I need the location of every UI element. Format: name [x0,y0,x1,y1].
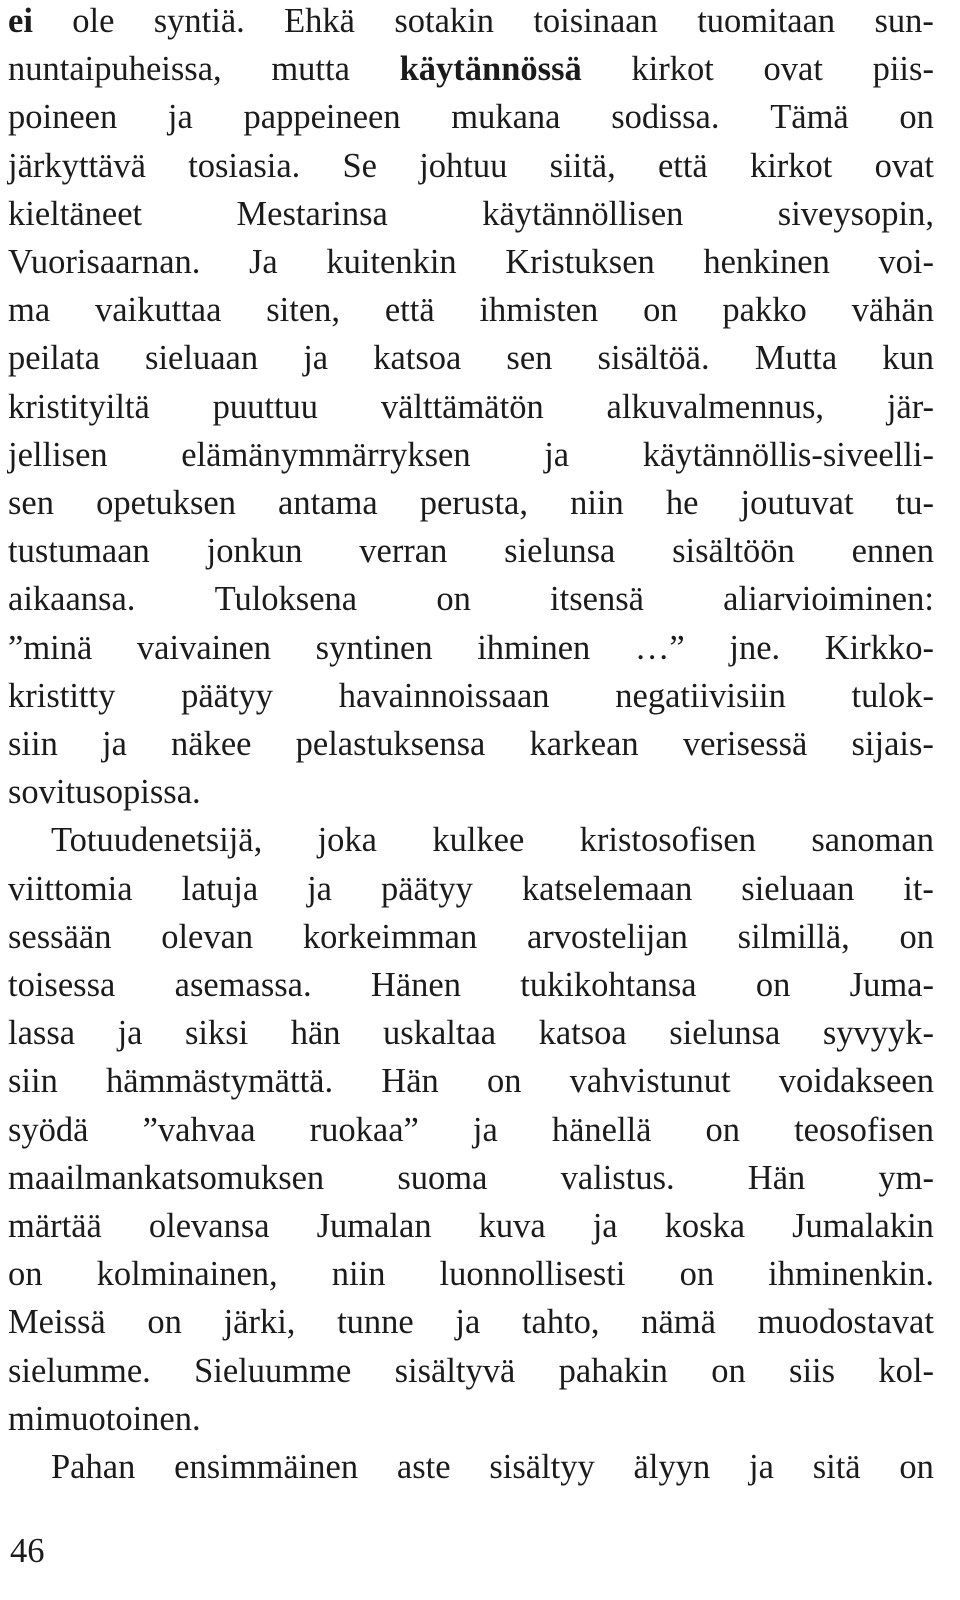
word: jonkun [206,532,303,571]
word: on [899,1448,934,1486]
word: niin [570,484,624,522]
text-line [8,143,934,189]
word: vaivainen [136,628,272,667]
word: ole [72,2,115,40]
word: päätyy [181,676,274,715]
word: joutuvat [740,484,854,522]
word: syntinen [315,628,433,667]
page-number: 46 [10,1532,45,1570]
word: …” [634,628,685,667]
word: Se [342,146,377,185]
text-line [8,287,934,333]
word: sitä [812,1448,861,1486]
word: puuttuu [212,387,319,426]
word: nuntaipuheissa, [8,50,222,89]
word: vahvistunut [569,1062,731,1101]
word: pahakin [558,1351,668,1390]
word: niin [331,1255,386,1294]
word: jär- [886,387,934,426]
word: silmillä, [737,917,850,956]
word: sen [506,339,553,378]
word: on [436,580,471,619]
text-line [8,1203,934,1249]
word: siis [789,1351,836,1390]
word: Hän [381,1062,439,1101]
word: sisältöön [672,532,795,571]
word: ym- [878,1158,934,1197]
word: Sieluumme [194,1351,352,1390]
word: antama [278,484,378,522]
word: it- [903,869,934,908]
word: mutta [271,50,350,89]
word: ovat [763,50,823,89]
word: on [705,1110,741,1149]
word: ihminen [477,628,591,667]
text-line [8,1348,934,1394]
word: viittomia [8,869,133,908]
word: ja [472,1110,498,1149]
word: Ehkä [284,2,355,40]
text-line [8,528,934,574]
word: kirkot [631,50,714,89]
word: koska [664,1207,746,1245]
word: elämänymmärryksen [181,435,471,474]
word: siveysopin, [777,194,934,233]
word: kun [882,339,934,378]
word: on [711,1351,746,1390]
word: että [657,146,708,185]
word: on [486,1062,522,1101]
word: henkinen [703,243,830,281]
word: aliarvioiminen: [723,580,934,619]
word: katsoa [538,1014,627,1053]
word: ma [8,291,51,330]
word: jellisen [8,435,108,474]
word: korkeimman [302,917,478,956]
word: poineen [8,98,118,137]
word: ensimmäinen [174,1448,359,1486]
word: pelastuksensa [295,725,486,763]
word: syödä [8,1110,89,1149]
word: on [147,1303,182,1342]
word: Jumalan [316,1207,432,1245]
word: Meissä [8,1303,106,1342]
word: kuitenkin [326,243,457,281]
text-line [8,239,934,285]
text-line [8,1107,934,1153]
word: kieltäneet [8,194,143,233]
word: käytännössä [399,50,582,89]
word: siksi [184,1014,249,1053]
word: voi- [878,243,934,281]
word: sen [8,484,54,522]
word: mukana [451,98,561,137]
text-line [8,0,934,44]
word: sovitusopissa. [8,773,201,812]
text-line [8,1010,934,1056]
word: näkee [171,725,252,763]
word: hänellä [551,1110,652,1149]
word: negatiivisiin [615,676,786,715]
word: ihminenkin. [768,1255,934,1294]
text-line [8,866,934,912]
word: peilata [8,339,100,378]
word: tunne [337,1303,414,1342]
word: uskaltaa [383,1014,497,1053]
word: sieluaan [145,339,259,378]
word: suoma [397,1158,488,1197]
word: kristitty [8,676,116,715]
word: verisessä [682,725,808,763]
text-line [8,1058,934,1104]
text-line [8,576,934,622]
word: aikaansa. [8,580,136,619]
word: Jumalakin [792,1207,934,1245]
word: valistus. [560,1158,675,1197]
word: vaikuttaa [94,291,222,330]
word: käytännöllisen [482,194,684,233]
text-line [8,46,934,92]
word: siitä, [549,146,616,185]
word: on [899,98,934,137]
word: toisessa [8,966,116,1004]
word: tahto, [521,1303,600,1342]
word: pappeineen [243,98,401,137]
word: Tämä [770,98,849,137]
word: itsensä [550,580,644,619]
word: älyyn [633,1448,711,1486]
word: syntiä. [153,2,245,40]
word: pakko [722,291,807,330]
word: Mutta [754,339,838,378]
word: sieluaan [741,869,855,908]
word: Tuloksena [214,580,358,619]
word: kuva [478,1207,546,1245]
word: ja [307,869,332,908]
word: opetuksen [96,484,236,522]
word: tuomitaan [697,2,836,40]
word: ja [749,1448,774,1486]
word: perusta, [419,484,528,522]
word: ja [167,98,193,137]
word: Vuorisaarnan. [8,243,201,281]
word: märtää [8,1207,102,1245]
word: maailmankatsomuksen [8,1158,325,1197]
word: vähän [851,291,934,330]
text-line [8,191,934,237]
word: katselemaan [521,869,693,908]
word: Mestarinsa [236,194,388,233]
word: kristityiltä [8,387,150,426]
word: johtuu [419,146,508,185]
document-page [8,0,934,1600]
word: sun- [874,2,934,40]
word: siten, [266,291,341,330]
word: hän [290,1014,341,1053]
word: kolminainen, [96,1255,278,1294]
word: Pahan [51,1448,136,1486]
word: ruokaa” [309,1110,419,1149]
word: ja [117,1014,143,1053]
word: sisältöä. [597,339,710,378]
word: teosofisen [794,1110,934,1149]
word: katsoa [373,339,462,378]
word: ja [544,435,570,474]
word: kulkee [432,821,525,860]
text-line [8,335,934,381]
word: Juma- [849,966,934,1004]
word: sielumme. [8,1351,151,1390]
word: lassa [8,1014,76,1053]
word: luonnollisesti [439,1255,626,1294]
text-line [8,817,934,863]
word: asemassa. [174,966,312,1004]
text-line [8,1155,934,1201]
word: järki, [223,1303,296,1342]
word: kol- [878,1351,934,1390]
word: on [899,917,934,956]
text-line [8,769,934,815]
word: Hänen [370,966,461,1004]
word: ja [592,1207,618,1245]
text-line [8,94,934,140]
text-line [8,1444,934,1490]
word: sodissa. [611,98,720,137]
word: ja [102,725,127,763]
text-line [8,962,934,1008]
word: ei [8,2,33,40]
text-line [8,914,934,960]
word: syvyyk- [822,1014,934,1053]
word: sanoman [811,821,934,860]
word: että [384,291,435,330]
word: alkuvalmennus, [606,387,825,426]
word: tosiasia. [188,146,301,185]
word: Totuudenetsijä, [51,821,263,860]
word: ja [455,1303,481,1342]
word: ”vahvaa [142,1110,256,1149]
word: kirkot [749,146,833,185]
word: on [755,966,791,1004]
word: välttämätön [380,387,544,426]
word: voidakseen [778,1062,934,1101]
word: ja [303,339,329,378]
text-line [8,1251,934,1297]
word: verran [359,532,448,571]
word: ennen [851,532,934,571]
word: on [643,291,678,330]
word: tukikohtansa [520,966,697,1004]
word: tulok- [851,676,934,715]
word: Kirkko- [824,628,934,667]
word: sisältyy [489,1448,595,1486]
word: hämmästymättä. [106,1062,334,1101]
word: karkean [529,725,639,763]
word: sessään [8,917,112,956]
text-line [8,1299,934,1345]
word: he [665,484,699,522]
word: siin [8,1062,58,1101]
word: jne. [729,628,781,667]
word: latuja [181,869,259,908]
word: ihmisten [479,291,599,330]
text-line [8,432,934,478]
word: olevan [161,917,254,956]
word: olevansa [148,1207,270,1245]
word: sijais- [851,725,934,763]
word: tustumaan [8,532,150,571]
word: sielunsa [669,1014,781,1053]
word: Kristuksen [505,243,655,281]
text-line [8,384,934,430]
word: järkyttävä [8,146,146,185]
word: piis- [872,50,934,89]
word: ”minä [8,628,93,667]
text-line [8,721,934,767]
word: toisinaan [533,2,658,40]
word: kristosofisen [579,821,756,860]
text-line [8,673,934,719]
text-line [8,480,934,526]
word: sisältyvä [394,1351,516,1390]
word: havainnoissaan [338,676,550,715]
word: on [679,1255,715,1294]
word: joka [317,821,377,860]
word: sielunsa [504,532,616,571]
word: Hän [747,1158,806,1197]
word: aste [396,1448,451,1486]
text-line [8,625,934,671]
word: tu- [895,484,934,522]
word: ovat [874,146,934,185]
word: sotakin [394,2,494,40]
word: muodostavat [757,1303,934,1342]
word: mimuotoinen. [8,1399,201,1438]
word: arvostelijan [526,917,688,956]
text-line [8,1396,934,1442]
word: nämä [641,1303,716,1342]
word: päätyy [380,869,473,908]
word: Ja [249,243,278,281]
word: siin [8,725,58,763]
word: on [8,1255,43,1294]
word: käytännöllis-siveelli- [642,435,934,474]
